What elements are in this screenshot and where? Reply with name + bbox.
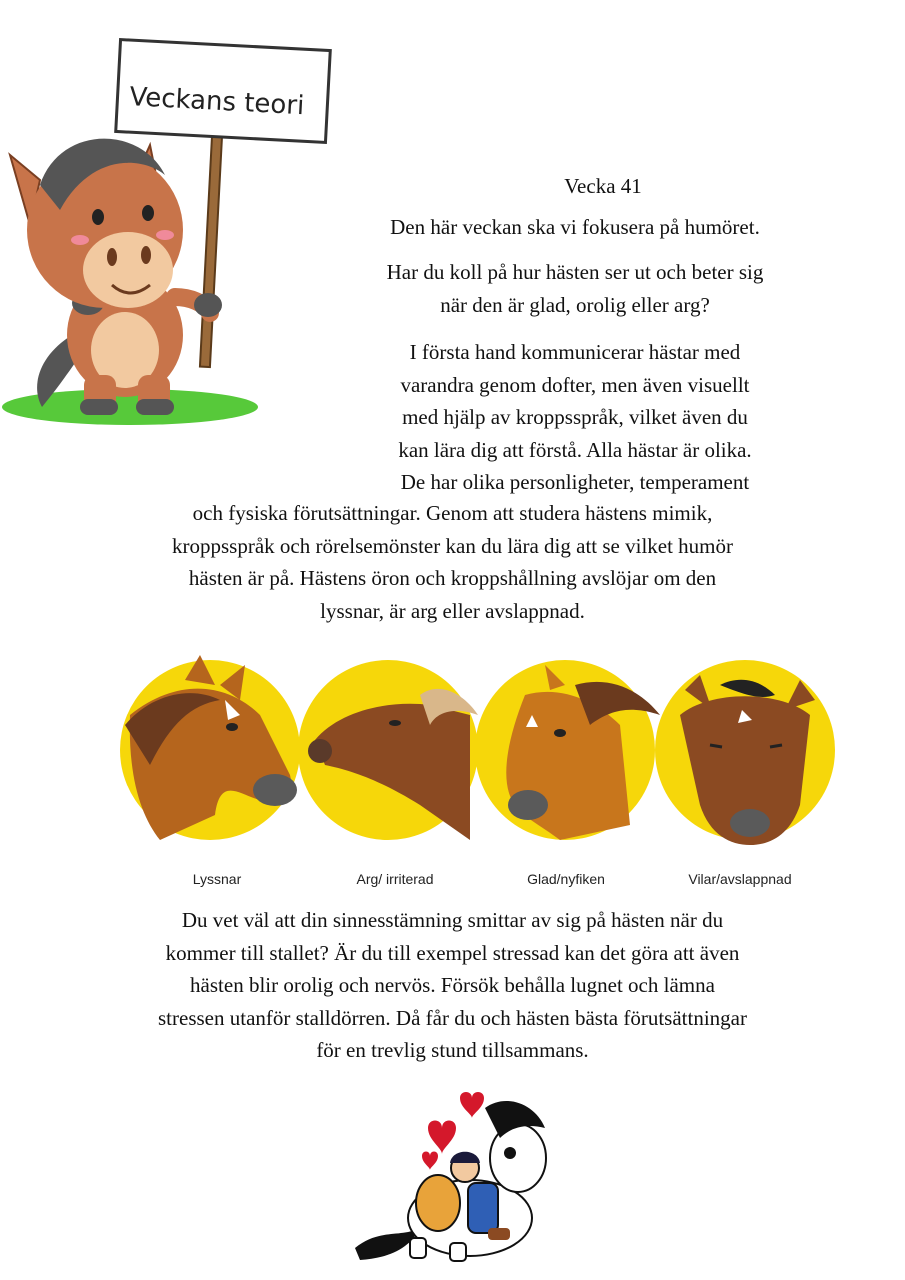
text-line: hästen blir orolig och nervös. Försök behålla lugnet och lämna — [190, 973, 715, 997]
text-line: stressen utanför stalldörren. Då får du och hästen bästa förutsättningar — [158, 1005, 747, 1030]
text-line: för en trevlig stund tillsammans. — [316, 1038, 589, 1062]
text-line: kan lära dig att förstå. Alla hästar är olika. — [398, 437, 752, 462]
heart-icon — [460, 1092, 484, 1118]
mood-caption-listening: Lyssnar — [192, 871, 242, 887]
mascot-nostril-right — [141, 246, 151, 264]
sign-post — [200, 135, 222, 367]
text-line: och fysiska förutsättningar. Genom att studera hästens mimik, — [192, 501, 713, 525]
mascot-muzzle — [83, 232, 173, 308]
cartoon-horse-leg — [450, 1243, 466, 1261]
mascot-eye-left — [92, 209, 104, 225]
rider-hugging-horse-illustration — [350, 1088, 560, 1263]
text-line: hästen är på. Hästens öron och kroppshållning avslöjar om den — [188, 566, 717, 590]
text-line: kommer till stallet? Är du till exempel stressad kan det göra att även — [165, 940, 740, 965]
mood-caption-angry: Arg/ irriterad — [356, 871, 434, 887]
text-line: när den är glad, orolig eller arg? — [440, 292, 710, 317]
mascot-hoof-right — [136, 399, 174, 415]
horse-listening-illustration — [120, 655, 300, 840]
text-line: med hjälp av kroppsspråk, vilket även du — [402, 405, 748, 429]
mascot-eye-right — [142, 205, 154, 221]
text-line: Har du koll på hur hästen ser ut och beter sig — [386, 260, 764, 284]
mascot-cheek-left — [71, 235, 89, 245]
mascot-horse-illustration — [0, 35, 340, 435]
heart-icon — [428, 1121, 456, 1155]
horse-angry-illustration — [298, 660, 478, 840]
cartoon-horse-eye — [504, 1147, 516, 1159]
heart-icon — [422, 1152, 438, 1171]
horse-happy-illustration — [475, 660, 660, 840]
intro-question — [330, 256, 820, 321]
mascot-hand-right — [194, 293, 222, 317]
mood-caption-relaxed: Vilar/avslappnad — [688, 871, 792, 887]
horse-mood-illustrations — [120, 655, 840, 845]
week-title: Vecka 41 — [564, 174, 642, 198]
text-line: I första hand kommunicerar hästar med — [409, 340, 741, 364]
cartoon-rider-helmet — [450, 1152, 480, 1163]
text-line: De har olika personligheter, temperament — [400, 470, 750, 494]
intro-line: Den här veckan ska vi fokusera på humöret. — [390, 215, 760, 239]
closing-paragraph — [80, 904, 825, 1067]
cartoon-rider-boot — [488, 1228, 510, 1240]
cartoon-rider-body — [468, 1183, 498, 1233]
horse-relaxed-illustration — [655, 660, 835, 845]
sign-text: Veckans teori — [128, 82, 305, 122]
mascot-nostril-left — [107, 248, 117, 266]
text-line: kroppsspråk och rörelsemönster kan du lära dig att se vilket humör — [171, 533, 734, 558]
mascot-cheek-right — [156, 230, 174, 240]
mascot-hoof-left — [80, 399, 118, 415]
text-line: lyssnar, är arg eller avslappnad. — [320, 598, 585, 623]
cartoon-horse-leg — [410, 1238, 426, 1258]
body-paragraph-wide — [100, 497, 805, 627]
body-paragraph-top — [330, 336, 820, 499]
text-line: Du vet väl att din sinnesstämning smittar av sig på hästen när du — [181, 908, 724, 932]
mood-caption-happy: Glad/nyfiken — [527, 871, 605, 887]
text-line: varandra genom dofter, men även visuellt — [400, 372, 750, 397]
cartoon-cat — [416, 1175, 460, 1231]
